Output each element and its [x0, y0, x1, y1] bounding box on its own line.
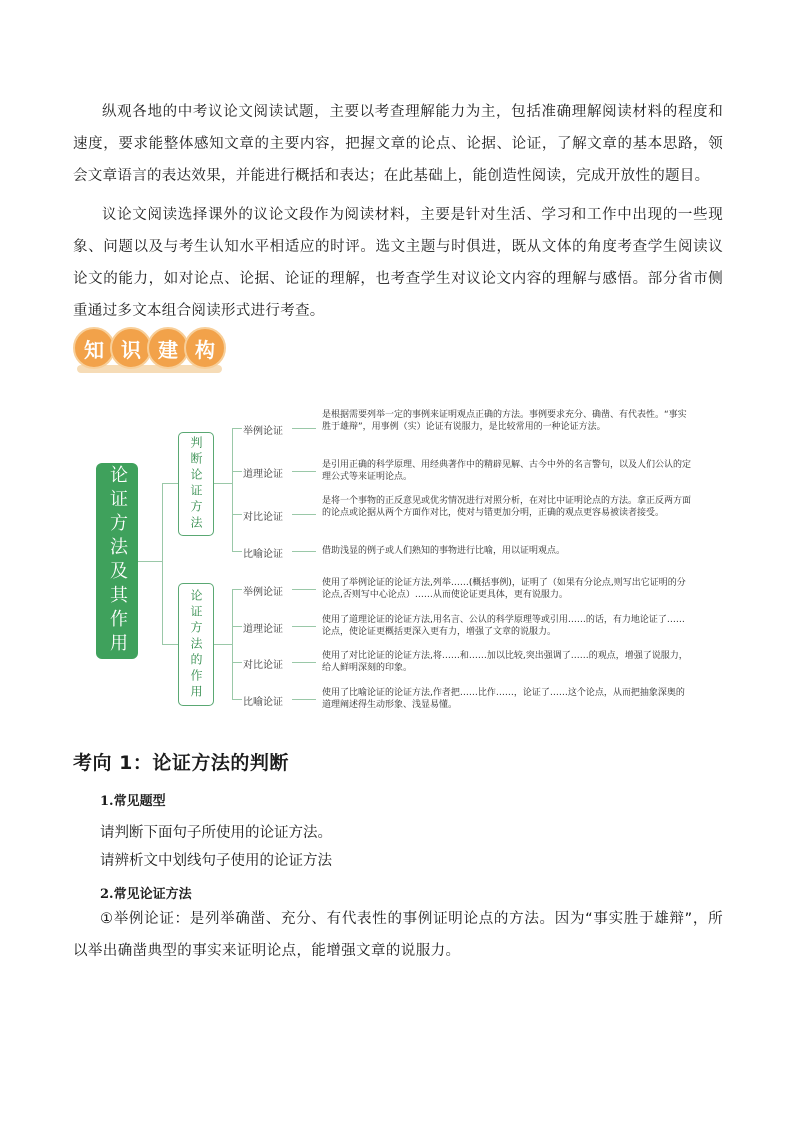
connector: [292, 551, 316, 552]
leaf-label: 举例论证: [243, 426, 283, 437]
leaf-desc: 使用了对比论证的论证方法,将……和……加以比较,突出强调了……的观点，增强了说服力，给人鲜明深刻的印象。: [322, 651, 688, 673]
connector: [292, 514, 316, 515]
connector: [232, 428, 242, 429]
badge-char-2: 识: [110, 327, 152, 369]
badge-char-4: 构: [184, 327, 226, 369]
question-type-1: 请判断下面句子所使用的论证方法。: [100, 825, 332, 841]
leaf-label: 道理论证: [243, 469, 283, 480]
section-heading: 考向 1：论证方法的判断: [73, 752, 289, 774]
connector: [292, 471, 316, 472]
connector: [232, 589, 242, 590]
method-paragraph: ①举例论证：是列举确凿、充分、有代表性的事例证明论点的方法。因为“事实胜于雄辩”，所以举出确凿典型的事实来证明论点，能增强文章的说服力。: [73, 911, 723, 959]
leaf-label: 对比论证: [243, 512, 283, 523]
leaf-label: 道理论证: [243, 624, 283, 635]
mindmap-branch-effect: 论证方法的作用: [178, 583, 214, 706]
leaf-desc: 使用了比喻论证的论证方法,作者把……比作……，论证了……这个论点，从而把抽象深奥的道理阐述得生动形象、浅显易懂。: [322, 688, 685, 710]
leaf-desc: 是根据需要列举一定的事例来证明观点正确的方法。事例要求充分、确凿、有代表性。“事实胜于雄辩”，用事例（实）论证有说服力，是比较常用的一种论证方法。: [322, 410, 687, 432]
connector: [232, 699, 242, 700]
badge-char-1: 知: [73, 327, 115, 369]
connector: [292, 428, 316, 429]
leaf-desc: 是将一个事物的正反意见或优劣情况进行对照分析，在对比中证明论点的方法。拿正反两方面的论点或论据从两个方面作对比，使对与错更加分明，正确的观点更容易被读者接受。: [322, 496, 692, 518]
connector: [212, 644, 232, 645]
intro-paragraph-2: 议论文阅读选择课外的议论文段作为阅读材料，主要是针对生活、学习和工作中出现的一些现象、问题以及与考生认知水平相适应的时评。选文主题与时俱进，既从文体的角度考查学生阅读议论文的能力，如对论点、论据、论证的理解，也考查学生对议论文内容的理解与感悟。部分省市侧重通过多文本组合阅读形式进行考查。: [73, 207, 723, 319]
connector: [162, 483, 163, 644]
connector: [232, 589, 233, 699]
connector: [162, 483, 178, 484]
connector: [292, 662, 316, 663]
connector: [138, 561, 162, 562]
leaf-desc: 使用了道理论证的论证方法,用名言、公认的科学原理等或引用……的话，有力地论证了……论点，使论证更概括更深入更有力，增强了文章的说服力。: [322, 615, 685, 637]
leaf-label: 举例论证: [243, 587, 283, 598]
leaf-desc: 借助浅显的例子或人们熟知的事物进行比喻，用以证明观点。: [322, 546, 566, 556]
connector: [232, 428, 233, 551]
connector: [162, 644, 178, 645]
connector: [232, 626, 242, 627]
connector: [232, 662, 242, 663]
mindmap-branch-judge: 判断论证方法: [178, 432, 214, 536]
leaf-desc: 是引用正确的科学原理、用经典著作中的精辟见解、古今中外的名言警句，以及人们公认的定理公式等来证明论点。: [322, 460, 692, 482]
connector: [232, 471, 242, 472]
connector: [232, 551, 242, 552]
subheading-methods: 2.常见论证方法: [100, 887, 192, 902]
question-type-2: 请辨析文中划线句子使用的论证方法: [100, 853, 332, 869]
mindmap-root: 论证方法及其作用: [96, 463, 138, 659]
connector: [292, 589, 316, 590]
knowledge-badge: [73, 325, 223, 375]
connector: [292, 626, 316, 627]
connector: [292, 699, 316, 700]
leaf-desc: 使用了举例论证的论证方法,列举……(概括事例)，证明了（如果有分论点,则写出它证明的分论点,否则写中心论点）……从而使论证更具体，更有说服力。: [322, 578, 686, 600]
connector: [232, 514, 242, 515]
connector: [212, 483, 232, 484]
badge-char-3: 建: [147, 327, 189, 369]
subheading-question-types: 1.常见题型: [100, 794, 166, 809]
intro-paragraph-1: 纵观各地的中考议论文阅读试题，主要以考查理解能力为主，包括准确理解阅读材料的程度和速度，要求能整体感知文章的主要内容，把握文章的论点、论据、论证，了解文章的基本思路，领会文章语言的表达效果，并能进行概括和表达；在此基础上，能创造性阅读，完成开放性的题目。: [73, 104, 723, 184]
leaf-label: 对比论证: [243, 660, 283, 671]
leaf-label: 比喻论证: [243, 549, 283, 560]
leaf-label: 比喻论证: [243, 697, 283, 708]
